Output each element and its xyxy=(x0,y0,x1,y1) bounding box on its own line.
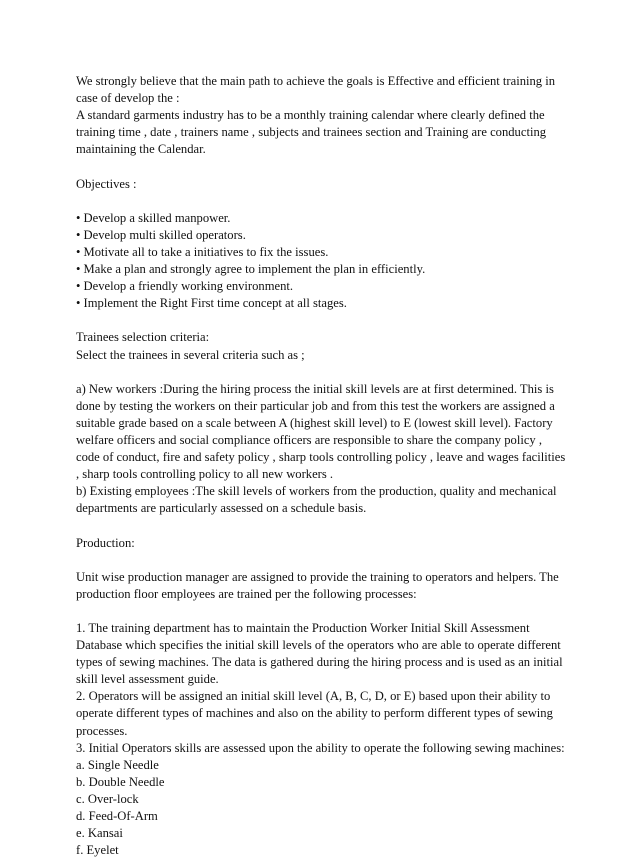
machines-list xyxy=(76,757,566,859)
spacer xyxy=(76,312,566,329)
production-step-line: skill level assessment guide. xyxy=(76,672,219,687)
production-step-line: Database which specifies the initial skill levels of the operators who are able to operate different xyxy=(76,638,561,653)
production-step-line: 3. Initial Operators skills are assessed upon the ability to operate the following sewing machines: xyxy=(76,740,565,755)
new-workers-line: welfare officers and social compliance officers are responsible to share the company policy , xyxy=(76,432,543,447)
intro-line: maintaining the Calendar. xyxy=(76,142,206,157)
document-body xyxy=(76,73,566,859)
spacer xyxy=(76,517,566,534)
production-step-line: types of sewing machines. The data is gathered during the hiring process and is used as an initial xyxy=(76,655,563,670)
intro-line: training time , date , trainers name , subjects and trainees section and Training are conducting xyxy=(76,125,547,140)
production-step-line: processes. xyxy=(76,723,128,738)
spacer xyxy=(76,158,566,175)
machine-item: b. Double Needle xyxy=(76,774,165,789)
new-workers-line: code of conduct, fire and safety policy , sharp tools controlling policy , leave and wages facilities xyxy=(76,450,566,465)
new-workers-paragraph xyxy=(76,381,566,484)
intro-line: A standard garments industry has to be a monthly training calendar where clearly defined the xyxy=(76,108,545,123)
spacer xyxy=(76,603,566,620)
new-workers-line: , sharp tools controlling policy to all new workers . xyxy=(76,467,334,482)
production-steps-paragraph xyxy=(76,620,566,757)
trainees-heading: Trainees selection criteria: xyxy=(76,330,210,345)
spacer xyxy=(76,364,566,381)
machine-item: c. Over-lock xyxy=(76,791,139,806)
production-intro-line: production floor employees are trained per the following processes: xyxy=(76,586,417,601)
intro-paragraph xyxy=(76,73,566,158)
objective-item: • Develop a friendly working environment. xyxy=(76,279,294,294)
existing-employees-line: departments are particularly assessed on a schedule basis. xyxy=(76,501,367,516)
objective-item: • Develop a skilled manpower. xyxy=(76,210,231,225)
objective-item: • Implement the Right First time concept at all stages. xyxy=(76,296,347,311)
objectives-list xyxy=(76,210,566,313)
production-step-line: 2. Operators will be assigned an initial skill level (A, B, C, D, or E) based upon their ability to xyxy=(76,689,551,704)
existing-employees-paragraph xyxy=(76,483,566,517)
production-step-line: 1. The training department has to maintain the Production Worker Initial Skill Assessment xyxy=(76,621,530,635)
objective-item: • Motivate all to take a initiatives to fix the issues. xyxy=(76,244,329,259)
machine-item: f. Eyelet xyxy=(76,843,119,858)
spacer xyxy=(76,193,566,210)
production-heading: Production: xyxy=(76,535,135,550)
intro-line: We strongly believe that the main path to achieve the goals is Effective and efficient training in xyxy=(76,74,556,88)
new-workers-line: done by testing the workers on their particular job and from this test the workers are assigned a xyxy=(76,398,555,413)
production-intro-paragraph xyxy=(76,569,566,603)
objectives-heading: Objectives : xyxy=(76,176,137,191)
new-workers-line: a) New workers :During the hiring process the initial skill levels are at first determined. This is xyxy=(76,381,554,396)
new-workers-line: suitable grade based on a scale between A (highest skill level) to E (lowest skill level). Factory xyxy=(76,415,553,430)
trainees-subheading: Select the trainees in several criteria such as ; xyxy=(76,347,305,362)
existing-employees-line: b) Existing employees :The skill levels of workers from the production, quality and mechanical xyxy=(76,484,557,499)
machine-item: a. Single Needle xyxy=(76,757,159,772)
production-step-line: operate different types of machines and also on the ability to perform different types of sewing xyxy=(76,706,553,721)
objective-item: • Make a plan and strongly agree to implement the plan in efficiently. xyxy=(76,262,426,277)
production-intro-line: Unit wise production manager are assigned to provide the training to operators and helpers. The xyxy=(76,569,559,584)
objective-item: • Develop multi skilled operators. xyxy=(76,227,246,242)
machine-item: e. Kansai xyxy=(76,826,123,841)
machine-item: d. Feed-Of-Arm xyxy=(76,809,158,824)
spacer xyxy=(76,552,566,569)
intro-line: case of develop the : xyxy=(76,91,180,106)
